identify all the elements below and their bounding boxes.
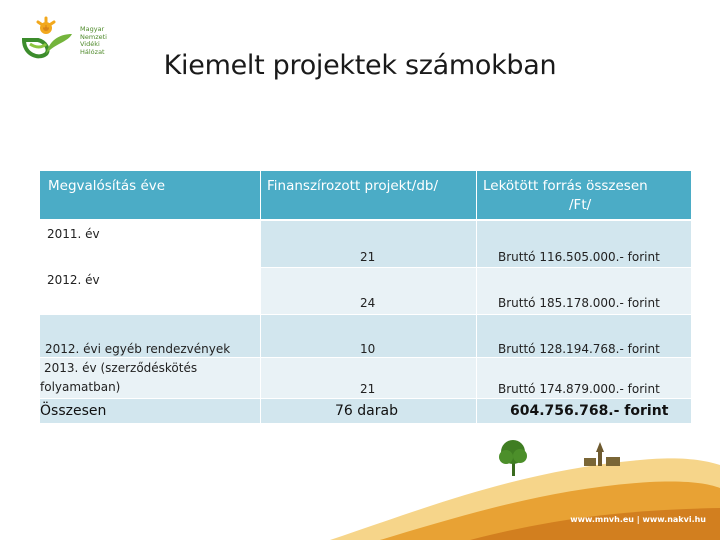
header-year: Megvalósítás éve [40, 171, 260, 219]
table-row [40, 358, 691, 398]
tree-icon [499, 440, 527, 476]
header-projects: Finanszírozott projekt/db/ [261, 171, 476, 219]
row-year: 2011. év [47, 227, 100, 241]
row-projects: 21 [360, 250, 376, 264]
total-row [40, 399, 691, 423]
row-funds: Bruttó 128.194.768.- forint [498, 342, 660, 356]
row-funds: Bruttó 185.178.000.- forint [498, 296, 660, 310]
total-funds: 604.756.768.- forint [510, 403, 669, 419]
footer-urls: www.mnvh.eu | www.nakvi.hu [570, 515, 706, 524]
table-row [40, 315, 691, 357]
total-projects: 76 darab [335, 403, 398, 419]
row-projects: 21 [360, 382, 376, 396]
row-year: 2012. évi egyéb rendezvények [45, 342, 231, 356]
row-projects: 10 [360, 342, 376, 356]
village-icon [584, 442, 620, 466]
row-year: 2012. év [47, 273, 100, 287]
sunflower-icon [38, 18, 54, 34]
row-year: 2013. év (szerződéskötés [44, 361, 198, 375]
row-year-cont: folyamatban) [40, 380, 121, 394]
row-funds: Bruttó 174.879.000.- forint [498, 382, 660, 396]
header-funds: Lekötött forrás összesen /Ft/ [477, 171, 691, 219]
row-projects: 24 [360, 296, 376, 310]
logo-text: Magyar Nemzeti Vidéki Hálózat [80, 25, 107, 56]
table-row [40, 267, 691, 314]
total-label: Összesen [40, 403, 107, 419]
table-row [40, 219, 691, 267]
row-funds: Bruttó 116.505.000.- forint [498, 250, 660, 264]
page-title: Kiemelt projektek számokban [163, 50, 557, 81]
